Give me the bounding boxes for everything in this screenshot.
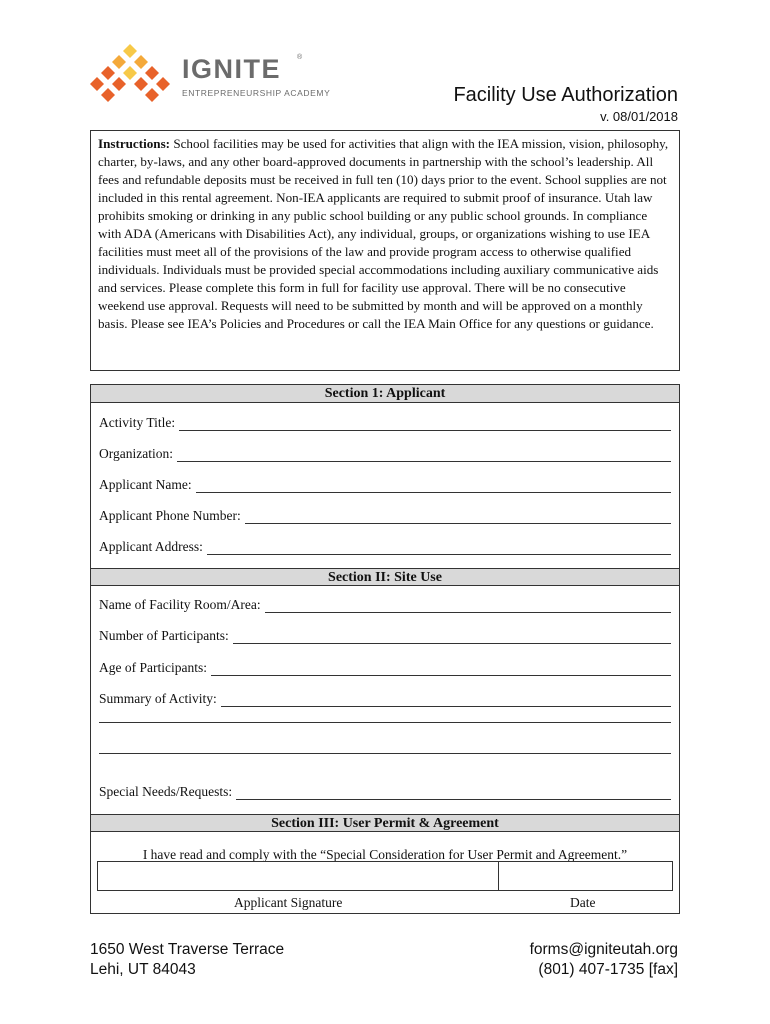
- document-version: v. 08/01/2018: [600, 109, 678, 124]
- field-line[interactable]: [221, 693, 671, 707]
- logo-wordmark: IGNITE: [182, 54, 282, 84]
- footer-address: [90, 940, 284, 980]
- logo-subtitle: ENTREPRENEURSHIP ACADEMY: [182, 88, 331, 98]
- ignite-logo: [90, 44, 350, 104]
- field-label: Name of Facility Room/Area:: [99, 597, 261, 612]
- facility-room-field[interactable]: [99, 595, 671, 613]
- field-line[interactable]: [177, 448, 671, 462]
- address-line-1: 1650 West Traverse Terrace: [90, 941, 285, 958]
- applicant-address-field[interactable]: [99, 537, 671, 555]
- field-line[interactable]: [265, 599, 671, 613]
- field-line[interactable]: [245, 510, 671, 524]
- form-box: [90, 384, 680, 914]
- footer-contact: [530, 940, 678, 980]
- field-label: Applicant Address:: [99, 539, 203, 554]
- section-1-heading: Section 1: Applicant: [91, 385, 679, 403]
- participant-count-field[interactable]: [99, 626, 671, 644]
- logo-trademark: ®: [297, 54, 303, 61]
- instructions-text: School facilities may be used for activities that align with the IEA mission, vision, philosophy, charter, by-laws, and any other board-approved documents in partnership with the school’s leadership. All fees and refundable deposits must be received in full ten (10) days prior to the event. School supplies are not included in this rental agreement. Non-IEA applicants are required to submit proof of insurance. Utah law prohibits smoking or drinking in any public school building or any public school grounds. In compliance with ADA (Americans with Disabilities Act), any individual, groups, or organizations wishing to use IEA facilities must meet all of the provisions of the law and provide program access to otherwise qualified individuals. Individuals must be provided special accommodations including auxiliary communicative aids and services. Please complete this form in full for facility use approval. There will be no consecutive weekend use approval. Requests will need to be submitted by month and will be approved on a monthly basis. Please see IEA’s Policies and Procedures or call the IEA Main Office for any questions or guidance.: [98, 136, 669, 331]
- field-label: Activity Title:: [99, 415, 176, 430]
- section-2-heading: Section II: Site Use: [91, 568, 679, 586]
- organization-field[interactable]: [99, 444, 671, 462]
- summary-extra-line[interactable]: [99, 722, 671, 723]
- signature-label: Applicant Signature: [234, 895, 343, 910]
- field-label: Summary of Activity:: [99, 691, 217, 706]
- field-label: Applicant Phone Number:: [99, 508, 241, 523]
- field-line[interactable]: [179, 417, 671, 431]
- section-3-heading: Section III: User Permit & Agreement: [91, 814, 679, 832]
- field-line[interactable]: [211, 662, 671, 676]
- summary-extra-line[interactable]: [99, 753, 671, 754]
- field-line[interactable]: [236, 786, 671, 800]
- field-line[interactable]: [233, 630, 671, 644]
- activity-title-field[interactable]: [99, 413, 671, 431]
- field-label: Organization:: [99, 446, 173, 461]
- field-line[interactable]: [196, 479, 671, 493]
- field-label: Number of Participants:: [99, 628, 229, 643]
- activity-summary-field[interactable]: [99, 689, 671, 707]
- field-label: Applicant Name:: [99, 477, 192, 492]
- date-label: Date: [570, 895, 596, 910]
- document-title: Facility Use Authorization: [453, 84, 678, 106]
- address-line-2: Lehi, UT 84043: [90, 961, 196, 978]
- contact-email[interactable]: forms@igniteutah.org: [529, 941, 678, 958]
- participant-age-field[interactable]: [99, 658, 671, 676]
- signature-box[interactable]: [97, 861, 673, 891]
- signature-date-divider: [498, 862, 499, 890]
- field-line[interactable]: [207, 541, 671, 555]
- field-label: Special Needs/Requests:: [99, 784, 233, 799]
- applicant-name-field[interactable]: [99, 475, 671, 493]
- applicant-phone-field[interactable]: [99, 506, 671, 524]
- special-needs-field[interactable]: [99, 782, 671, 800]
- agreement-statement: I have read and comply with the “Special Consideration for User Permit and Agreement.”: [142, 847, 628, 862]
- contact-fax: (801) 407-1735 [fax]: [538, 961, 678, 978]
- instructions-box: [90, 130, 680, 371]
- instructions-label: Instructions:: [98, 136, 171, 151]
- ignite-diamond-icon: [90, 44, 170, 104]
- field-label: Age of Participants:: [99, 660, 207, 675]
